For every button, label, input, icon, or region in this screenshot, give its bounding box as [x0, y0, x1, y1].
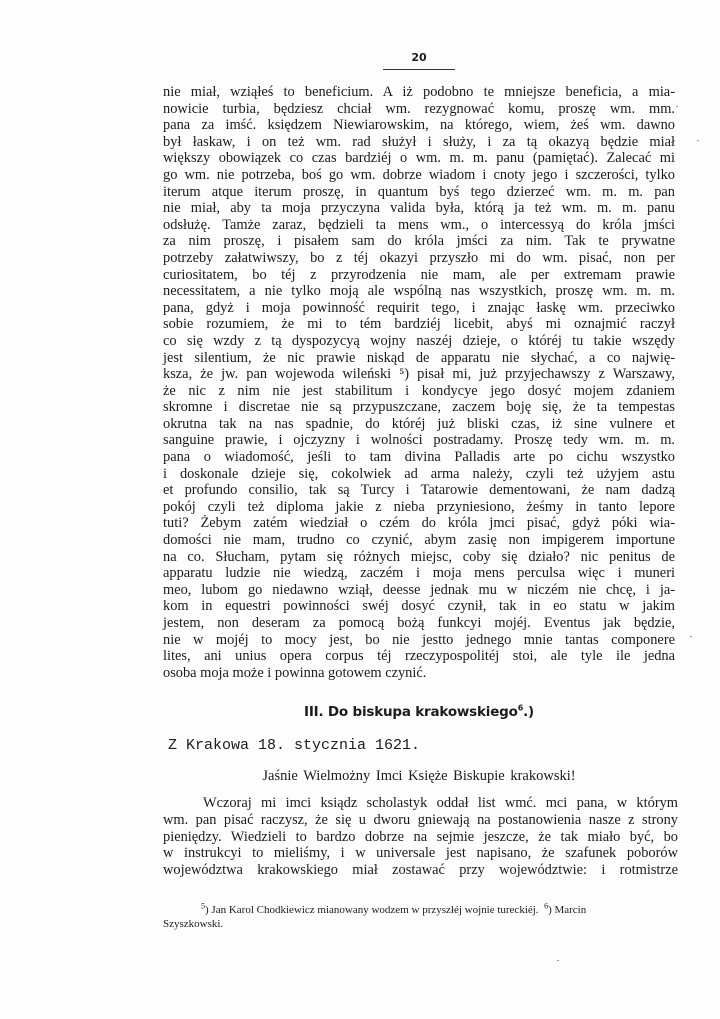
footnotes — [163, 901, 678, 931]
text-line: iterum atque iterum proszę, in quantum byś tego dzierzeć wm. m. m. pan — [163, 183, 675, 200]
footnote-6-text: ) Marcin — [548, 904, 587, 917]
text-line: meo, lubom go niedawno wziął, deesse jednak mu w niczém nie chcę, i ja- — [163, 581, 675, 598]
heading-suffix: .) — [523, 704, 534, 721]
text-line: jest silentium, że nic prawie niskąd de apparatu nie słychać, a co najwię- — [163, 349, 675, 366]
text-line: curiositatem, bo téj z przyrodzenia nie mam, ale per extremam prawie — [163, 266, 675, 283]
text-line: pana za imść. księdzem Niewiarowskim, na którego, wiem, żeś wm. dawno — [163, 117, 675, 134]
footnote-6-marker: 6 — [544, 901, 549, 911]
text-line: kom in equestri powinności swéj dosyć czynił, tak in eo statu w jakim — [163, 598, 675, 615]
text-line: necessitatem, a nie tylko moją ale wspólną nas wszystkich, proszę wm. m. m. — [163, 283, 675, 300]
scan-speck — [697, 140, 699, 141]
text-line: go wm. nie potrzeba, boś go wm. dobrze wiadom i cnoty jego i szczerości, tylko — [163, 166, 675, 183]
section-heading-text: III. Do biskupa krakowskiego — [304, 704, 518, 721]
heading-footnote-marker: 6 — [517, 703, 524, 713]
text-line: potrzeby załatwiwszy, bo z téj okazyi przyszło mi do wm. pisać, non per — [163, 249, 675, 266]
text-line: województwa krakowskiego miał zostawać przy województwie: i rotmistrze — [163, 861, 678, 878]
footnote-5-text: ) Jan Karol Chodkiewicz mianowany wodzem w przyszłéj wojnie tureckiéj. — [205, 904, 539, 917]
text-line: lites, ani unius opera corpus téj rzeczypospolitéj stoi, ale tyle ile jedna — [163, 648, 675, 665]
text-line: tuti? Żebym zatém wiedział o czém do króla jmci pisać, gdyż póki wia- — [163, 515, 675, 532]
text-line: na co. Słucham, pytam się różnych miejsc, coby się działo? nic penitus de — [163, 548, 675, 565]
text-line: okrutna tak na nas spadnie, do któréj już bliski czas, iż sine vulnere et — [163, 415, 675, 432]
text-line: nie miał, wziąłeś to beneficium. A iż podobno te mniejsze beneficia, a mia- — [163, 84, 675, 100]
letter-date-line: Z Krakowa 18. stycznia 1621. — [168, 737, 421, 755]
letter-salutation: Jaśnie Wielmożny Imci Księże Biskupie krakowski! — [262, 768, 576, 785]
page-number: 20 — [411, 51, 427, 64]
text-line: że nic z nim nie jest stabilitum i kondycye jego dosyć mojem zdaniem — [163, 382, 675, 399]
text-line: domości nie mam, trudno co czynić, abym zasię non impigerem importune — [163, 532, 675, 549]
text-line: odsłużę. Tamże zaraz, będzieli ta mens wm., o intercessyą do króla jmści — [163, 216, 675, 233]
scan-speck — [557, 960, 559, 961]
text-line: i doskonale dzieje się, cokolwiek ad arma należy, czyli też użyjem astu — [163, 465, 675, 482]
text-line: pana o wiadomość, jeśli to tam divina Palladis arte po cichu wszystko — [163, 449, 675, 466]
text-line: ksza, że jw. pan wojewoda wileński ⁵) pisał mi, już przyjechawszy z Warszawy, — [163, 366, 675, 383]
text-line: Wczoraj mi imci ksiądz scholastyk oddał list wmć. mci pana, w którym — [203, 795, 678, 812]
text-line: apparatu ludzie nie wiedzą, zaczém i moja mens perculsa więc i muneri — [163, 565, 675, 582]
text-line: jestem, non deseram za pomocą bożą funkcyi mojéj. Eventus jak będzie, — [163, 615, 675, 631]
text-line: pieniędzy. Wiedzieli to bardzo dobrze na sejmie jeszcze, że tak miało być, bo — [163, 828, 678, 845]
text-line: był łaskaw, i on też wm. rad służył i służy, i za tą okazyą będzie miał — [163, 133, 675, 150]
text-line: nie w mojéj to mocy jest, bo nie jestto jednego mnie tantas componere — [163, 631, 675, 648]
text-line: pana, gdyż i moja powinność requirit tego, i znając łaskę wm. przeciwko — [163, 299, 675, 316]
text-line: et profundo consilio, tak są Turcy i Tatarowie dementowani, że nam dadzą — [163, 482, 675, 499]
letter-body-text — [163, 795, 678, 878]
previous-letter-text — [163, 84, 675, 681]
page-header — [163, 46, 675, 70]
text-line: w instrukcyi to mieliśmy, i w universale jest napisano, że szafunek poborów — [163, 845, 678, 862]
text-line: sobie rozumiem, że mi to tém bardziéj licebit, abyś mi oznajmić raczył — [163, 316, 675, 333]
text-line: pokój czyli też diploma jakie z nieba przyniesiono, żeśmy in tanto lepore — [163, 498, 675, 515]
scan-speck — [676, 106, 678, 107]
scan-speck — [690, 636, 692, 637]
section-heading — [163, 703, 675, 721]
text-line: sanguine prawie, i ojczyzny i wolności postradamy. Proszę tedy wm. m. m. — [163, 432, 675, 449]
text-line: wm. pan pisać raczysz, że się u dworu gniewają na postanowienia nasze z strony — [163, 811, 678, 828]
text-line: co się wzdy z tą dyspozycyą wojny naszéj dzieje, o któréj tu takie wszędy — [163, 332, 675, 349]
text-line: za nim proszę, i pisałem sam do króla jmści za nim. Tak te prywatne — [163, 233, 675, 250]
footnote-6-continuation: Szyszkowski. — [163, 917, 224, 930]
text-line: nowicie turbia, będziesz chciał wm. rezygnować komu, proszę wm. mm. — [163, 100, 675, 117]
text-line: skromne i discretae nie są przypuszczane, zaczem boję się, że ta tempestas — [163, 399, 675, 416]
footnote-line — [163, 901, 678, 918]
text-line: nie miał, aby ta moja przyczyna valida była, którą ja też wm. m. m. panu — [163, 200, 675, 217]
text-line: większy obowiązek co czas bardziéj o wm. m. m. panu (pamiętać). Zalecać mi — [163, 150, 675, 167]
page-number-rule — [383, 69, 455, 70]
text-line: osoba moja może i powinna gotowem czynić. — [163, 664, 427, 681]
footnote-5-marker: 5 — [201, 901, 205, 911]
